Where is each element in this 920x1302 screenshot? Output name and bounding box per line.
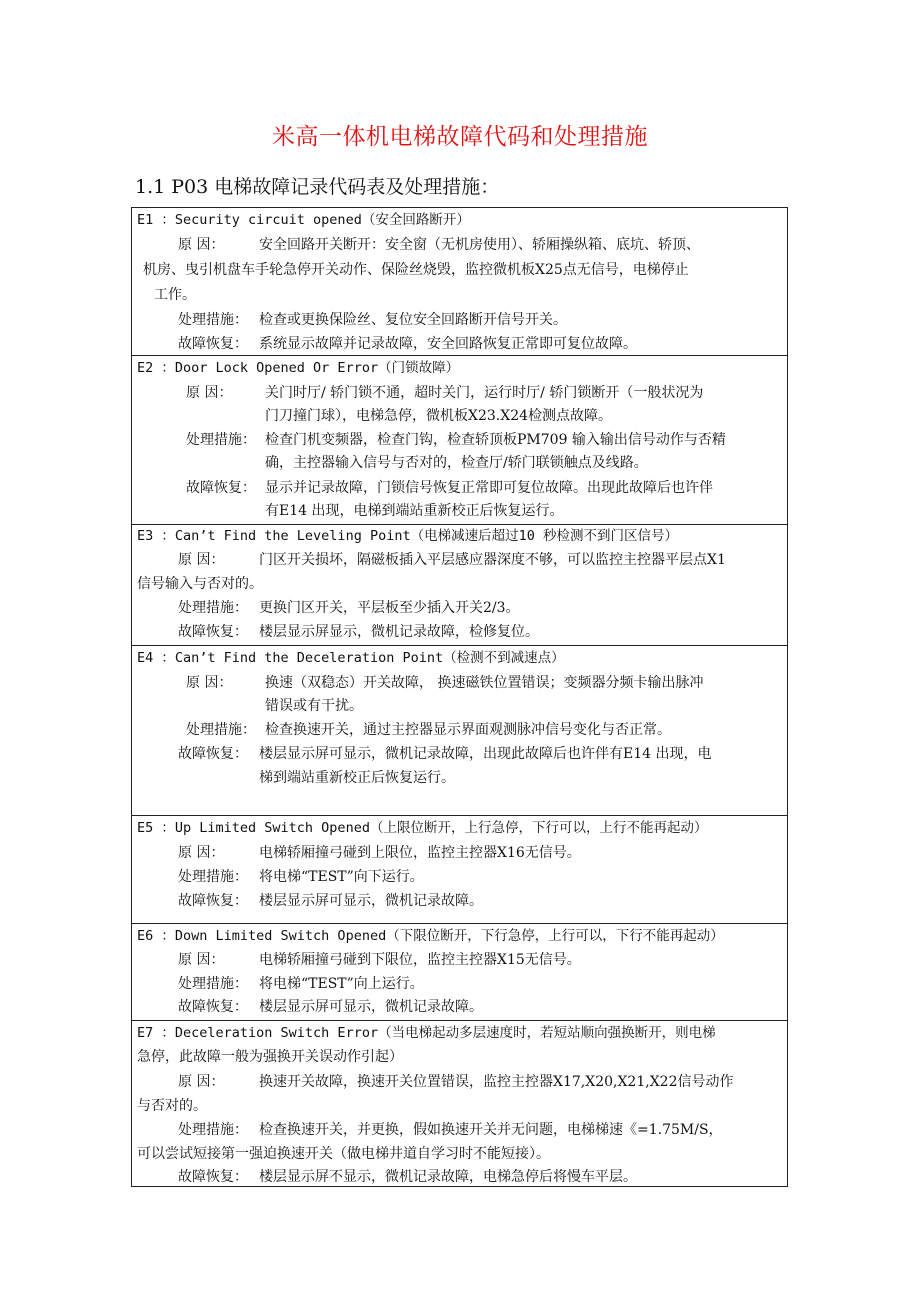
recovery-text: 楼层显示屏显示，微机记录故障，检修复位。 (259, 624, 539, 640)
row-divider (131, 923, 788, 924)
action-text: 检查换速开关，并更换，假如换速开关并无问题，电梯梯速《=1.75M/S， (259, 1122, 723, 1138)
row-divider (131, 645, 788, 646)
cause-text: 与否对的。 (137, 1098, 207, 1114)
action-text: 检查或更换保险丝、复位安全回路断开信号开关。 (259, 312, 567, 328)
cause-text: 电梯轿厢撞弓碰到下限位，监控主控器X15无信号。 (259, 952, 581, 968)
action-text: 更换门区开关，平层板至少插入开关2/3。 (259, 600, 520, 616)
recovery-label: 故障恢复： (178, 336, 248, 352)
action-text: 将电梯“TEST”向下运行。 (259, 869, 424, 885)
cause-text: 工作。 (154, 287, 196, 303)
cause-label: 原 因： (186, 675, 233, 691)
cause-label: 原 因： (178, 845, 225, 861)
action-label: 处理措施： (186, 722, 256, 738)
recovery-label: 故障恢复： (186, 480, 256, 496)
cause-text: 安全回路开关断开：安全窗（无机房使用）、轿厢操纵箱、底坑、轿顶、 (259, 237, 700, 253)
cause-label: 原 因： (186, 385, 233, 401)
recovery-text: 显示并记录故障，门锁信号恢复正常即可复位故障。出现此故障后也许伴 (265, 480, 713, 496)
cause-text: 机房、曳引机盘车手轮急停开关动作、保险丝烧毁，监控微机板X25点无信号，电梯停止 (143, 262, 689, 278)
fault-code-e7: E7 ：Deceleration Switch Error（当电梯起动多层速度时，若短站顺向强换断开，则电梯 (137, 1025, 716, 1041)
fault-code-e7-continued: 急停，此故障一般为强换开关误动作引起） (137, 1049, 403, 1065)
recovery-text: 楼层显示屏可显示，微机记录故障。 (259, 893, 483, 909)
action-label: 处理措施： (178, 600, 248, 616)
action-label: 处理措施： (178, 312, 248, 328)
cause-text: 门刀撞门球），电梯急停，微机板X23.X24检测点故障。 (265, 408, 613, 424)
cause-text: 换速（双稳态）开关故障， 换速磁铁位置错误；变频器分频卡输出脉冲 (265, 675, 704, 691)
action-text: 将电梯“TEST”向上运行。 (259, 976, 424, 992)
recovery-text: 楼层显示屏不显示，微机记录故障，电梯急停后将慢车平层。 (259, 1169, 637, 1185)
recovery-label: 故障恢复： (178, 624, 248, 640)
action-label: 处理措施： (178, 869, 248, 885)
action-text: 可以尝试短接第一强迫换速开关（做电梯井道自学习时不能短接）。 (137, 1146, 550, 1162)
cause-text: 换速开关故障，换速开关位置错误，监控主控器X17,X20,X21,X22信号动作 (259, 1074, 734, 1090)
cause-text: 门区开关损坏，隔磁板插入平层感应器深度不够，可以监控主控器平层点X1 (259, 552, 726, 568)
action-text: 检查门机变频器，检查门钩，检查轿顶板PM709 输入输出信号动作与否精 (265, 432, 726, 448)
fault-code-e2: E2 ：Door Lock Opened Or Error（门锁故障） (137, 360, 460, 376)
section-heading: 1.1 P03 电梯故障记录代码表及处理措施： (135, 176, 500, 198)
cause-text: 信号输入与否对的。 (137, 576, 263, 592)
action-label: 处理措施： (178, 1122, 248, 1138)
row-divider (131, 1020, 788, 1021)
action-label: 处理措施： (186, 432, 256, 448)
fault-code-e1: E1 ：Security circuit opened（安全回路断开） (137, 212, 470, 228)
fault-code-e4: E4 ：Can’t Find the Deceleration Point（检测不到减速点） (137, 650, 565, 666)
cause-text: 电梯轿厢撞弓碰到上限位，监控主控器X16无信号。 (259, 845, 581, 861)
recovery-text: 系统显示故障并记录故障，安全回路恢复正常即可复位故障。 (259, 336, 637, 352)
action-label: 处理措施： (178, 976, 248, 992)
recovery-label: 故障恢复： (178, 746, 248, 762)
action-text: 确，主控器输入信号与否对的，检查厅/轿门联锁触点及线路。 (265, 455, 648, 471)
recovery-label: 故障恢复： (178, 893, 248, 909)
action-text: 检查换速开关，通过主控器显示界面观测脉冲信号变化与否正常。 (265, 722, 671, 738)
recovery-label: 故障恢复： (178, 999, 248, 1015)
recovery-text: 楼层显示屏可显示，微机记录故障，出现此故障后也许伴有E14 出现，电 (259, 746, 712, 762)
fault-code-e5: E5 ：Up Limited Switch Opened（上限位断开，上行急停，下行可以，上行不能再起动） (137, 820, 708, 836)
cause-text: 关门时厅/ 轿门锁不通，超时关门，运行时厅/ 轿门锁断开（一般状况为 (265, 385, 704, 401)
fault-code-e3: E3 ：Can’t Find the Leveling Point（电梯减速后超过10 秒检测不到门区信号） (137, 528, 678, 544)
row-divider (131, 355, 788, 356)
cause-label: 原 因： (178, 237, 225, 253)
fault-code-e6: E6 ：Down Limited Switch Opened（下限位断开，下行急停，上行可以，下行不能再起动） (137, 928, 724, 944)
row-divider (131, 815, 788, 816)
recovery-label: 故障恢复： (178, 1169, 248, 1185)
recovery-text: 楼层显示屏可显示，微机记录故障。 (259, 999, 483, 1015)
cause-label: 原 因： (178, 1074, 225, 1090)
cause-label: 原 因： (178, 552, 225, 568)
recovery-text: 梯到端站重新校正后恢复运行。 (259, 770, 455, 786)
cause-text: 错误或有干扰。 (265, 698, 363, 714)
cause-label: 原 因： (178, 952, 225, 968)
page-title: 米高一体机电梯故障代码和处理措施 (272, 124, 648, 150)
recovery-text: 有E14 出现，电梯到端站重新校正后恢复运行。 (265, 503, 564, 519)
